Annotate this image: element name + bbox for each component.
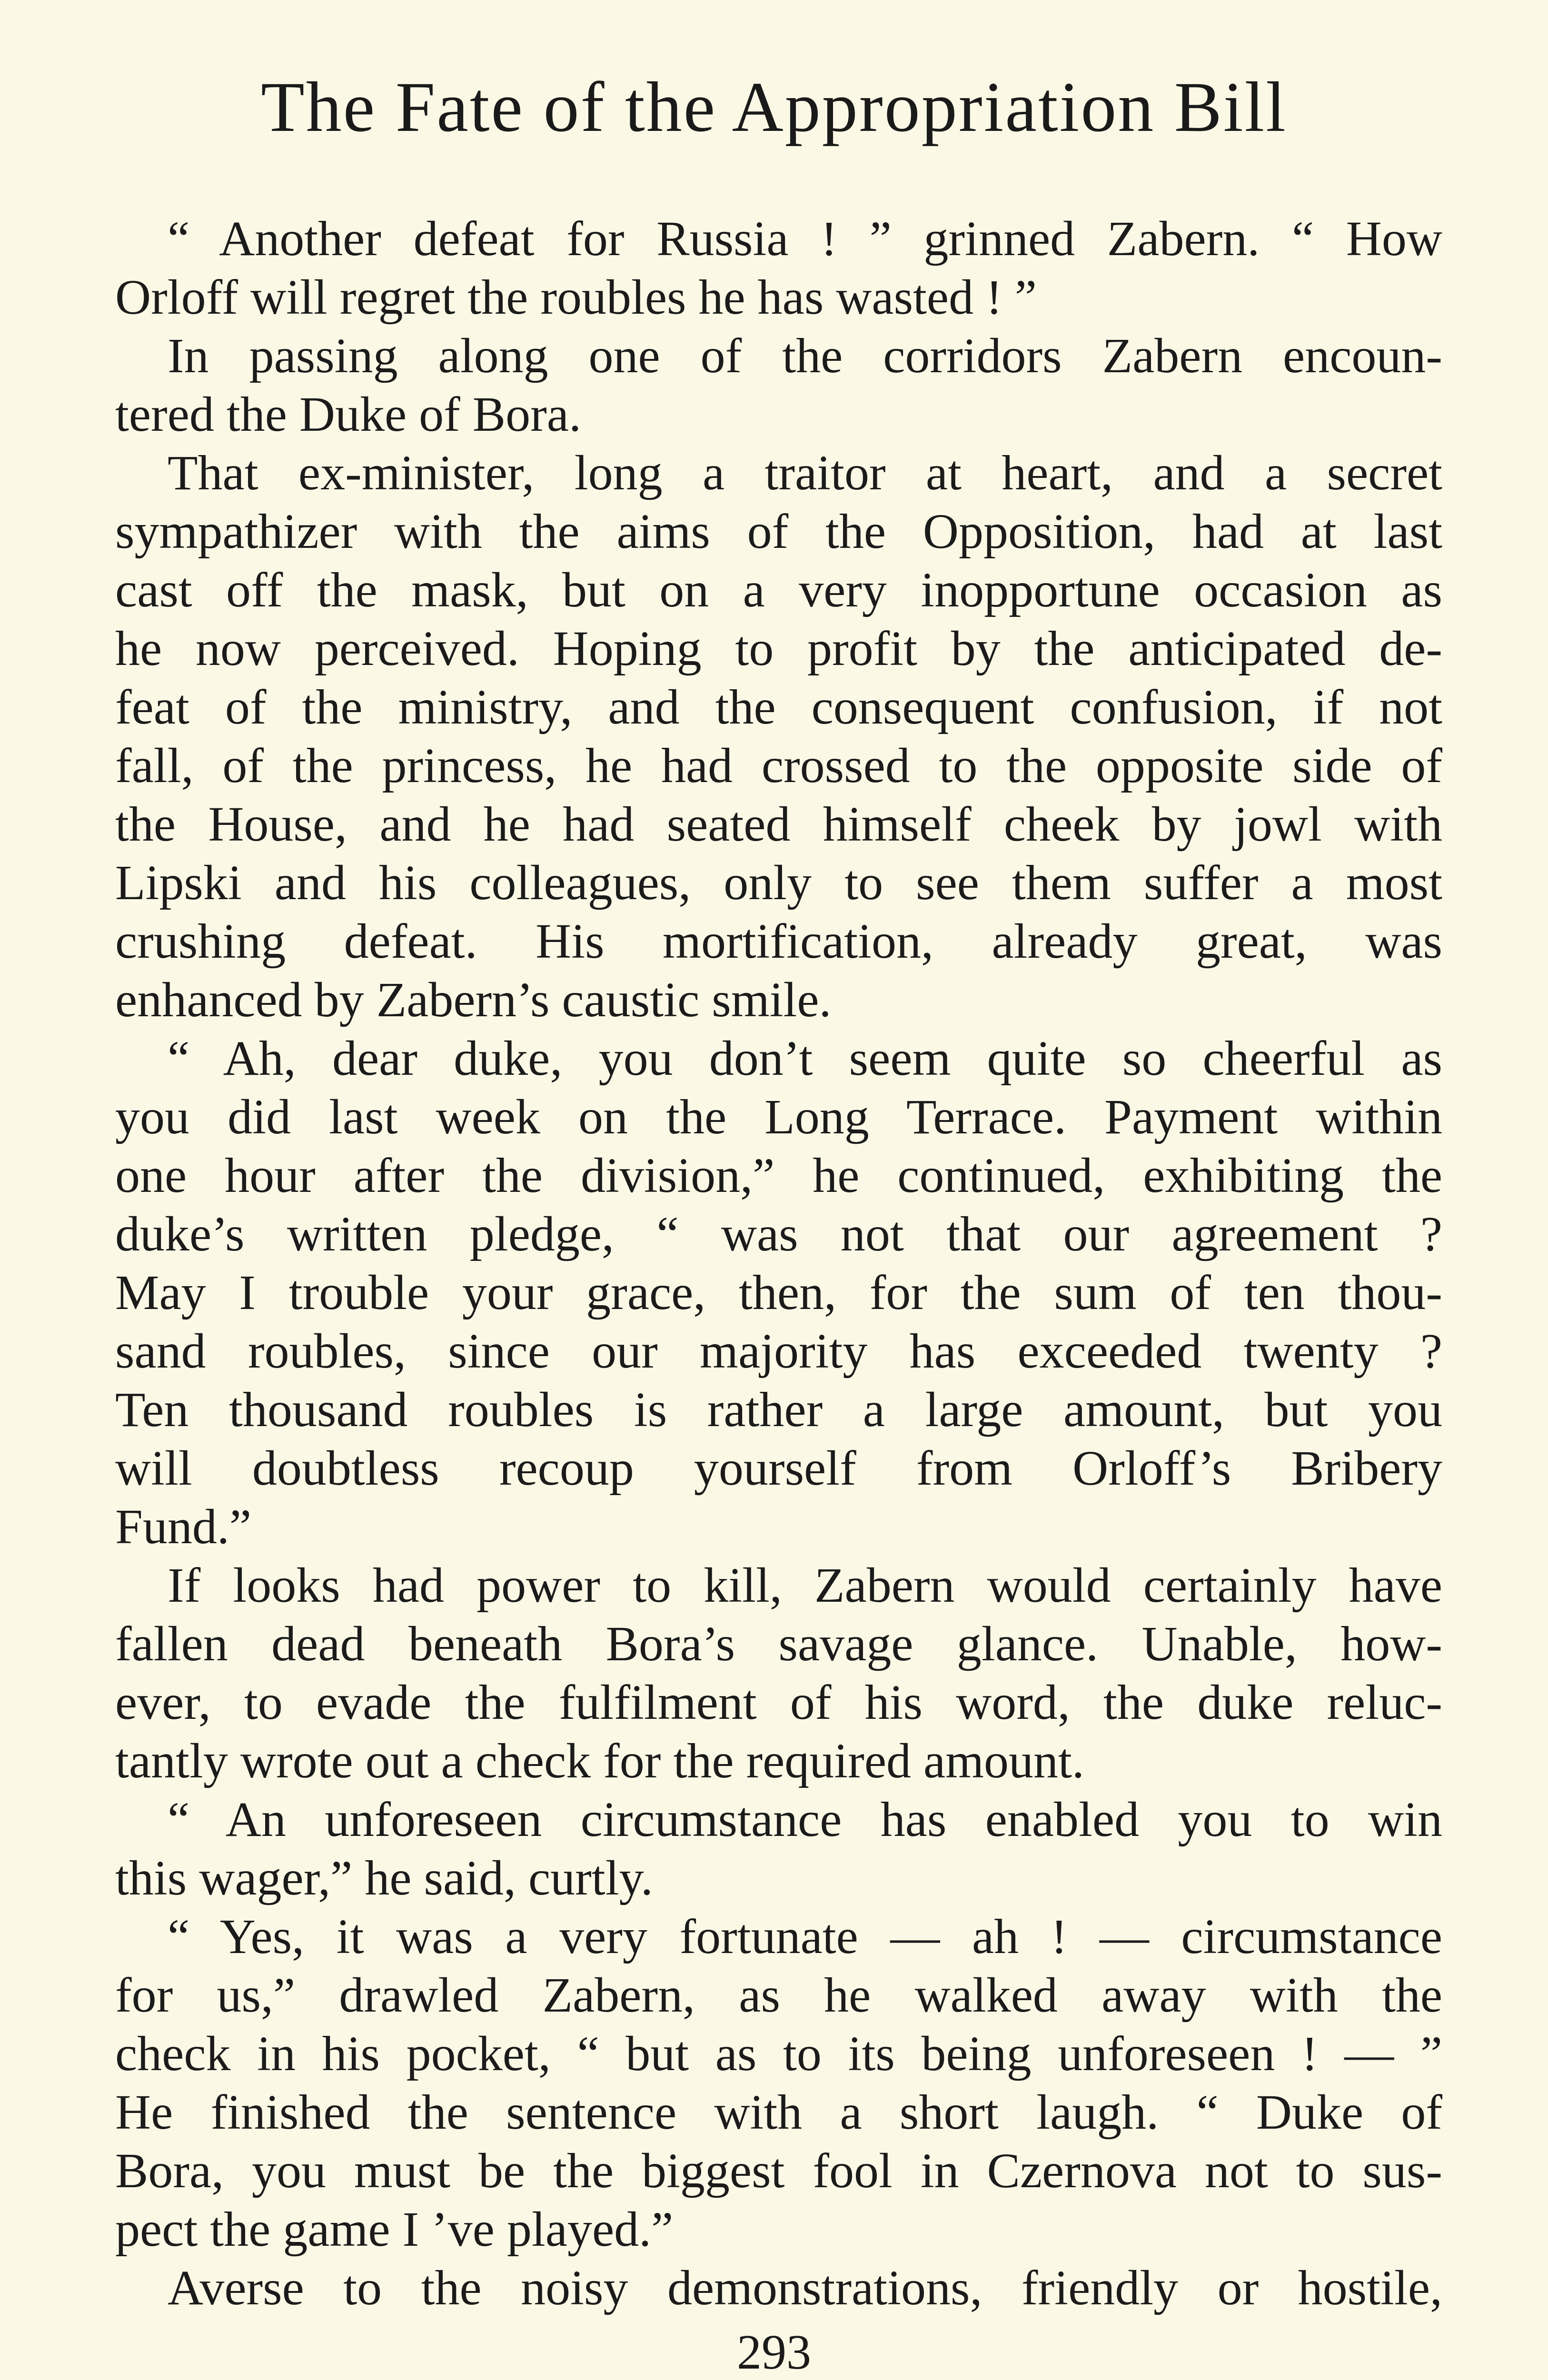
text-line: Fund.” bbox=[115, 1499, 251, 1554]
text-line: “ Yes, it was a very fortunate — ah ! — circumstance bbox=[168, 1909, 1442, 1964]
text-line: tantly wrote out a check for the required amount. bbox=[115, 1734, 1084, 1788]
body-text bbox=[115, 209, 1442, 2317]
text-line: cast off the mask, but on a very inopportune occasion as bbox=[115, 563, 1442, 617]
text-line: you did last week on the Long Terrace. Payment within bbox=[115, 1090, 1442, 1144]
text-line: sympathizer with the aims of the Opposition, had at last bbox=[115, 504, 1442, 559]
text-line: will doubtless recoup yourself from Orloff’s Bribery bbox=[115, 1441, 1442, 1496]
page-number: 293 bbox=[737, 2325, 811, 2380]
text-line: for us,” drawled Zabern, as he walked away with the bbox=[115, 1968, 1442, 2023]
text-line: the House, and he had seated himself cheek by jowl with bbox=[115, 797, 1442, 852]
text-line: Orloff will regret the roubles he has wasted ! ” bbox=[115, 270, 1037, 325]
text-line: crushing defeat. His mortification, already great, was bbox=[115, 914, 1442, 969]
text-line: pect the game I ’ve played.” bbox=[115, 2202, 674, 2257]
text-line: feat of the ministry, and the consequent confusion, if not bbox=[115, 680, 1442, 734]
text-line: sand roubles, since our majority has exceeded twenty ? bbox=[115, 1324, 1442, 1378]
text-line: this wager,” he said, curtly. bbox=[115, 1851, 653, 1905]
text-line: enhanced by Zabern’s caustic smile. bbox=[115, 972, 832, 1027]
text-line: In passing along one of the corridors Zabern encoun- bbox=[168, 328, 1442, 383]
text-line: he now perceived. Hoping to profit by the anticipated de- bbox=[115, 621, 1442, 676]
text-line: He finished the sentence with a short laugh. “ Duke of bbox=[115, 2085, 1442, 2140]
running-head: The Fate of the Appropriation Bill bbox=[261, 68, 1287, 147]
text-line: If looks had power to kill, Zabern would certainly have bbox=[168, 1558, 1442, 1613]
text-line: check in his pocket, “ but as to its being unforeseen ! — ” bbox=[115, 2026, 1442, 2081]
text-line: fallen dead beneath Bora’s savage glance. Unable, how- bbox=[115, 1616, 1442, 1671]
text-line: ever, to evade the fulfilment of his word, the duke reluc- bbox=[115, 1675, 1442, 1730]
text-line: “ An unforeseen circumstance has enabled you to win bbox=[168, 1792, 1442, 1847]
text-line: Averse to the noisy demonstrations, friendly or hostile, bbox=[168, 2261, 1442, 2315]
text-line: Bora, you must be the biggest fool in Czernova not to sus- bbox=[115, 2143, 1442, 2198]
text-line: fall, of the princess, he had crossed to the opposite side of bbox=[115, 738, 1442, 793]
text-line: Lipski and his colleagues, only to see them suffer a most bbox=[115, 855, 1442, 910]
text-line: one hour after the division,” he continued, exhibiting the bbox=[115, 1148, 1442, 1203]
text-line: “ Ah, dear duke, you don’t seem quite so cheerful as bbox=[168, 1031, 1442, 1086]
text-line: Ten thousand roubles is rather a large amount, but you bbox=[115, 1382, 1442, 1437]
text-line: That ex-minister, long a traitor at heart, and a secret bbox=[168, 446, 1442, 500]
text-line: duke’s written pledge, “ was not that our agreement ? bbox=[115, 1207, 1442, 1261]
text-line: tered the Duke of Bora. bbox=[115, 387, 581, 442]
text-line: May I trouble your grace, then, for the sum of ten thou- bbox=[115, 1265, 1442, 1320]
text-line: “ Another defeat for Russia ! ” grinned Zabern. “ How bbox=[168, 211, 1442, 266]
